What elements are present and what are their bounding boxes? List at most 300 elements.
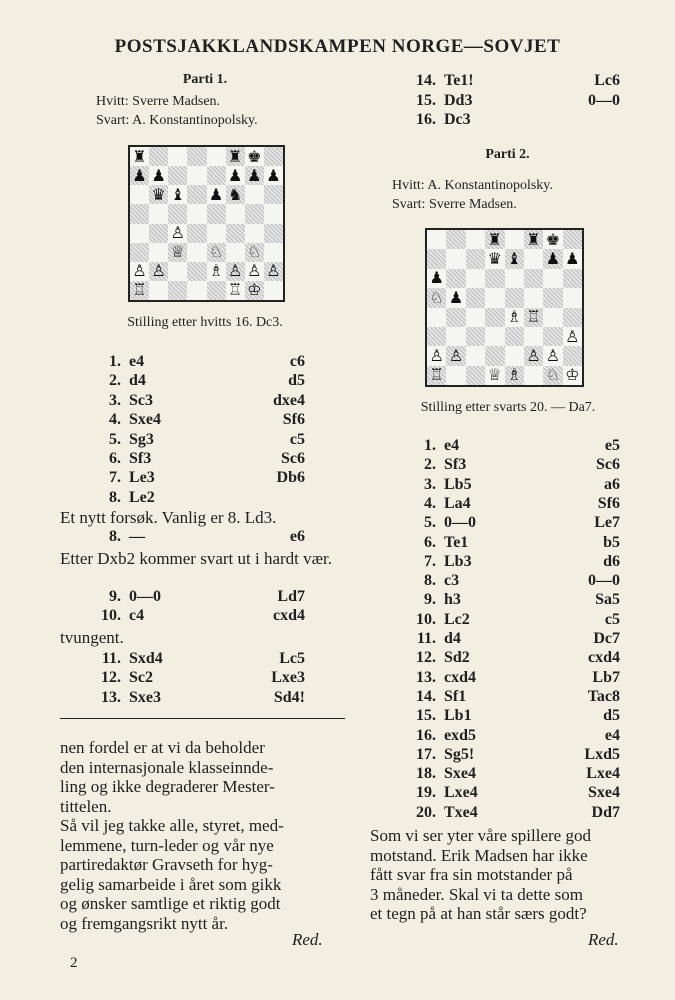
white-move: Sf1 — [444, 687, 467, 705]
black-move: e6 — [289, 528, 305, 545]
white-pawn-icon: ♙ — [226, 262, 245, 281]
move-number: 12. — [101, 669, 121, 687]
black-move: c5 — [604, 610, 620, 628]
text-line: og fremgangsrikt nytt år. — [60, 913, 229, 933]
white-knight-icon: ♘ — [245, 243, 264, 262]
move-number: 8. — [109, 488, 121, 506]
white-move: Lc2 — [444, 610, 470, 628]
board-square — [130, 243, 149, 262]
text-line: lemmene, turn-leder og vår nye — [60, 835, 274, 855]
board-square — [130, 224, 149, 243]
text-line: den internasjonale klasseinnde- — [60, 757, 274, 777]
board-square — [264, 281, 283, 300]
move-number: 5. — [109, 430, 121, 448]
move-row — [400, 611, 620, 631]
white-rook-icon: ♖ — [226, 281, 245, 300]
move-number: 4. — [424, 494, 436, 512]
white-move: c3 — [444, 572, 460, 590]
board-square — [130, 185, 149, 204]
black-move: Sa5 — [595, 591, 620, 609]
white-knight-icon: ♘ — [543, 366, 562, 385]
move-number: 1. — [109, 353, 121, 370]
board-square — [168, 262, 187, 281]
board-square — [466, 346, 485, 365]
move-row — [400, 630, 620, 650]
white-rook-icon: ♖ — [427, 366, 446, 385]
white-rook-icon: ♖ — [524, 308, 543, 327]
white-move: exd5 — [444, 726, 476, 744]
move-row — [85, 372, 305, 392]
board-square — [187, 281, 206, 300]
move-row — [400, 476, 620, 496]
game1-heading — [60, 72, 350, 128]
board-square — [207, 166, 226, 185]
move-row — [85, 469, 305, 489]
board-square — [149, 281, 168, 300]
white-move: Sc3 — [129, 391, 153, 409]
white-rook-icon: ♖ — [130, 281, 149, 300]
move-number: 11. — [101, 650, 121, 667]
white-move: La4 — [444, 494, 471, 512]
board-square — [245, 204, 264, 223]
board-square — [524, 327, 543, 346]
board-square — [187, 204, 206, 223]
move-row — [400, 649, 620, 669]
move-row — [85, 431, 305, 451]
white-move: c4 — [129, 607, 145, 625]
black-move: dxe4 — [273, 391, 305, 409]
black-move: a6 — [604, 475, 620, 493]
white-knight-icon: ♘ — [207, 243, 226, 262]
white-king-icon: ♔ — [563, 366, 582, 385]
board-square — [505, 269, 524, 288]
black-rook-icon: ♜ — [226, 147, 245, 166]
board-square — [149, 147, 168, 166]
white-move: Sg5! — [444, 745, 475, 763]
black-king-icon: ♚ — [543, 230, 562, 249]
game2-white-player: Hvitt: A. Konstantinopolsky. — [392, 178, 553, 193]
white-move: Sxe3 — [129, 688, 161, 706]
move-row — [85, 392, 305, 412]
move-number: 19. — [416, 784, 436, 802]
white-pawn-icon: ♙ — [524, 346, 543, 365]
black-move: b5 — [603, 533, 620, 551]
move-row — [400, 514, 620, 534]
move-number: 15. — [416, 707, 436, 725]
move-row — [85, 689, 305, 709]
white-move: Txe4 — [444, 803, 478, 821]
board-square — [187, 243, 206, 262]
board-square — [264, 243, 283, 262]
board-square — [543, 327, 562, 346]
white-move: e4 — [129, 353, 145, 370]
move-row — [400, 688, 620, 708]
board-square — [264, 147, 283, 166]
move-row — [400, 437, 620, 457]
board-square — [168, 166, 187, 185]
move-number: 6. — [424, 533, 436, 551]
white-pawn-icon: ♙ — [130, 262, 149, 281]
board-square — [226, 204, 245, 223]
board-square — [485, 308, 504, 327]
board-square — [524, 288, 543, 307]
white-move: Sc2 — [129, 669, 153, 687]
move-number: 14. — [416, 72, 436, 89]
board-square — [466, 366, 485, 385]
white-move: Lb1 — [444, 707, 472, 725]
board-square — [187, 166, 206, 185]
white-pawn-icon: ♙ — [149, 262, 168, 281]
move-row — [85, 650, 305, 670]
board-square — [524, 249, 543, 268]
move-row — [400, 804, 620, 824]
move-number: 7. — [109, 469, 121, 487]
white-move: Sxe4 — [129, 411, 161, 429]
move-number: 8. — [109, 528, 121, 545]
text-line: motstand. Erik Madsen har ikke — [370, 845, 588, 865]
board-square — [505, 288, 524, 307]
left-closing-text — [60, 738, 348, 933]
black-pawn-icon: ♟ — [543, 249, 562, 268]
move-number: 14. — [416, 687, 436, 705]
white-move: Sf3 — [444, 456, 467, 474]
board-square — [563, 288, 582, 307]
board-square — [446, 230, 465, 249]
text-line: Så vil jeg takke alle, styret, med- — [60, 816, 284, 835]
black-move: Sc6 — [596, 456, 620, 474]
white-pawn-icon: ♙ — [446, 346, 465, 365]
board-square — [226, 224, 245, 243]
black-pawn-icon: ♟ — [207, 185, 226, 204]
white-move: Sd2 — [444, 649, 470, 667]
black-move: e5 — [604, 437, 620, 454]
white-move: Te1 — [444, 533, 469, 551]
move-number: 10. — [416, 610, 436, 628]
board-square — [466, 249, 485, 268]
page-number: 2 — [70, 955, 78, 971]
white-bishop-icon: ♗ — [505, 366, 524, 385]
game2-chessboard — [425, 228, 584, 387]
game1-black-player: Svart: A. Konstantinopolsky. — [96, 113, 258, 128]
white-move: 0—0 — [444, 514, 476, 532]
move-number: 5. — [424, 514, 436, 532]
board-square — [543, 308, 562, 327]
black-queen-icon: ♛ — [485, 249, 504, 268]
black-pawn-icon: ♟ — [149, 166, 168, 185]
black-rook-icon: ♜ — [130, 147, 149, 166]
move-number: 13. — [416, 668, 436, 686]
move-number: 10. — [101, 607, 121, 625]
text-line: 3 måneder. Skal vi ta dette som — [370, 884, 583, 904]
white-move: Te1! — [444, 72, 474, 89]
white-move: Dd3 — [444, 91, 473, 109]
black-pawn-icon: ♟ — [264, 166, 283, 185]
right-closing-text — [370, 826, 650, 924]
black-move: Dc7 — [593, 630, 620, 647]
board-square — [264, 224, 283, 243]
white-pawn-icon: ♙ — [427, 346, 446, 365]
text-line: ling og ikke degraderer Mester- — [60, 777, 275, 796]
move-number: 2. — [424, 456, 436, 474]
black-pawn-icon: ♟ — [130, 166, 149, 185]
white-pawn-icon: ♙ — [563, 327, 582, 346]
white-queen-icon: ♕ — [168, 243, 187, 262]
game2-header: Parti 2. — [485, 147, 530, 162]
board-square — [187, 147, 206, 166]
page-title: POSTSJAKKLANDSKAMPEN NORGE—SOVJET — [114, 36, 561, 57]
board-square — [207, 204, 226, 223]
board-square — [485, 346, 504, 365]
board-square — [168, 281, 187, 300]
board-square — [466, 269, 485, 288]
black-move: Db6 — [276, 469, 305, 487]
move-number: 4. — [109, 411, 121, 429]
move-row — [400, 707, 620, 727]
text-line: partiredaktør Gravseth for hyg- — [60, 855, 273, 874]
black-pawn-icon: ♟ — [245, 166, 264, 185]
section-divider — [60, 718, 345, 719]
move-number: 3. — [109, 391, 121, 409]
black-move: 0—0 — [588, 91, 620, 109]
black-move: Sc6 — [281, 450, 305, 467]
black-move: Sxe4 — [588, 784, 620, 802]
move-row — [400, 553, 620, 573]
white-move: 0—0 — [129, 588, 161, 605]
move-row — [85, 528, 305, 548]
move-row — [400, 591, 620, 611]
move-row — [400, 92, 620, 112]
board-square — [427, 327, 446, 346]
board-square — [446, 366, 465, 385]
white-pawn-icon: ♙ — [543, 346, 562, 365]
black-rook-icon: ♜ — [485, 230, 504, 249]
board-square — [466, 308, 485, 327]
move-row — [400, 572, 620, 592]
game1-note-2: Etter Dxb2 kommer svart ut i hardt vær. — [60, 549, 332, 568]
board-square — [563, 346, 582, 365]
move-number: 8. — [424, 572, 436, 590]
board-square — [187, 224, 206, 243]
move-number: 7. — [424, 552, 436, 570]
move-number: 16. — [416, 726, 436, 744]
move-row — [400, 495, 620, 515]
board-square — [466, 327, 485, 346]
board-square — [524, 269, 543, 288]
board-square — [466, 288, 485, 307]
black-move: d5 — [288, 372, 305, 390]
white-move: Lb3 — [444, 552, 472, 570]
board-square — [446, 269, 465, 288]
white-move: Sxd4 — [129, 650, 163, 667]
white-bishop-icon: ♗ — [207, 262, 226, 281]
black-rook-icon: ♜ — [524, 230, 543, 249]
white-move: cxd4 — [444, 668, 476, 686]
black-king-icon: ♚ — [245, 147, 264, 166]
black-move: 0—0 — [588, 572, 620, 590]
black-move: Lxd5 — [584, 745, 620, 763]
black-bishop-icon: ♝ — [168, 185, 187, 204]
white-move: — — [129, 528, 145, 545]
game1-note-1: Et nytt forsøk. Vanlig er 8. Ld3. — [60, 508, 277, 527]
board-square — [207, 147, 226, 166]
black-move: c6 — [289, 353, 305, 370]
board-square — [149, 204, 168, 223]
board-square — [446, 327, 465, 346]
white-bishop-icon: ♗ — [505, 308, 524, 327]
white-pawn-icon: ♙ — [264, 262, 283, 281]
board-square — [563, 269, 582, 288]
black-move: Tac8 — [587, 687, 620, 705]
move-row — [400, 111, 620, 131]
move-row — [85, 411, 305, 431]
text-line: et tegn på at han står særs godt? — [370, 904, 587, 923]
move-number: 6. — [109, 450, 121, 467]
board-square — [168, 147, 187, 166]
white-move: e4 — [444, 437, 460, 454]
move-row — [400, 727, 620, 747]
board-square — [485, 327, 504, 346]
black-pawn-icon: ♟ — [427, 269, 446, 288]
move-row — [400, 765, 620, 785]
board-square — [130, 204, 149, 223]
black-move: Sd4! — [273, 688, 305, 706]
move-row — [85, 588, 305, 608]
black-move: d6 — [603, 552, 620, 570]
board-square — [505, 230, 524, 249]
black-move: cxd4 — [273, 607, 305, 625]
white-move: d4 — [129, 372, 146, 390]
board-square — [187, 185, 206, 204]
board-square — [207, 281, 226, 300]
white-move: Le3 — [129, 469, 155, 487]
move-row — [400, 72, 620, 92]
text-line: fått svar fra sin motstander på — [370, 865, 573, 884]
move-number: 1. — [424, 437, 436, 454]
black-move: Sf6 — [282, 411, 305, 429]
board-square — [505, 346, 524, 365]
white-pawn-icon: ♙ — [168, 224, 187, 243]
white-move: Lxe4 — [444, 784, 478, 802]
black-move: c5 — [289, 430, 305, 448]
game2-black-player: Svart: Sverre Madsen. — [392, 197, 517, 212]
board-square — [264, 204, 283, 223]
text-line: og ønsker samtlige et riktig godt — [60, 894, 281, 913]
black-move: d5 — [603, 707, 620, 725]
board-square — [446, 249, 465, 268]
move-number: 20. — [416, 803, 436, 821]
black-move: Lc5 — [279, 650, 305, 667]
white-knight-icon: ♘ — [427, 288, 446, 307]
move-number: 2. — [109, 372, 121, 390]
game2-caption: Stilling etter svarts 20. — Da7. — [420, 400, 596, 415]
black-pawn-icon: ♟ — [446, 288, 465, 307]
move-number: 16. — [416, 111, 436, 128]
board-square — [543, 269, 562, 288]
move-row — [400, 669, 620, 689]
black-move: Dd7 — [591, 803, 620, 821]
black-move: Ld7 — [277, 588, 305, 605]
black-move: Lxe4 — [586, 765, 620, 783]
black-move: Lb7 — [592, 668, 620, 686]
move-row — [85, 353, 305, 373]
board-square — [245, 185, 264, 204]
white-king-icon: ♔ — [245, 281, 264, 300]
board-square — [149, 243, 168, 262]
left-signature: Red. — [292, 930, 323, 949]
board-square — [485, 288, 504, 307]
board-square — [524, 366, 543, 385]
game1-chessboard — [128, 145, 285, 302]
white-move: h3 — [444, 591, 461, 609]
move-row — [400, 746, 620, 766]
black-pawn-icon: ♟ — [226, 166, 245, 185]
move-row — [400, 534, 620, 554]
black-move: Sf6 — [597, 494, 620, 512]
board-square — [563, 308, 582, 327]
game1-header: Parti 1. — [182, 72, 228, 87]
move-number: 13. — [101, 688, 121, 706]
white-move: d4 — [444, 630, 461, 647]
text-line: gelig samarbeide i året som gikk — [60, 874, 282, 894]
game1-caption: Stilling etter hvitts 16. Dc3. — [127, 315, 283, 330]
black-pawn-icon: ♟ — [563, 249, 582, 268]
board-square — [446, 308, 465, 327]
white-move: Sg3 — [129, 430, 154, 448]
move-number: 11. — [416, 630, 436, 647]
board-square — [207, 224, 226, 243]
white-move: Lb5 — [444, 475, 472, 493]
board-square — [427, 230, 446, 249]
move-row — [85, 607, 305, 627]
move-number: 17. — [416, 745, 436, 763]
board-square — [563, 230, 582, 249]
black-move: Lc6 — [594, 72, 620, 89]
move-number: 9. — [424, 591, 436, 609]
board-square — [226, 243, 245, 262]
white-move: Sf3 — [129, 450, 152, 467]
move-number: 9. — [109, 588, 121, 605]
right-signature: Red. — [588, 930, 619, 949]
black-bishop-icon: ♝ — [505, 249, 524, 268]
board-square — [168, 204, 187, 223]
move-number: 15. — [416, 91, 436, 109]
text-line: nen fordel er at vi da beholder — [60, 738, 265, 757]
black-queen-icon: ♛ — [149, 185, 168, 204]
board-square — [466, 230, 485, 249]
game1-white-player: Hvitt: Sverre Madsen. — [96, 94, 221, 109]
board-square — [543, 288, 562, 307]
board-square — [245, 224, 264, 243]
move-row — [85, 489, 305, 509]
move-number: 12. — [416, 649, 436, 667]
move-row — [85, 450, 305, 470]
black-move: cxd4 — [588, 649, 620, 667]
black-move: Le7 — [594, 514, 620, 532]
board-square — [427, 308, 446, 327]
game1-note-3: tvungent. — [60, 628, 124, 647]
move-number: 18. — [416, 765, 436, 783]
white-queen-icon: ♕ — [485, 366, 504, 385]
black-move: e4 — [604, 726, 620, 744]
move-number: 3. — [424, 475, 436, 493]
white-pawn-icon: ♙ — [245, 262, 264, 281]
board-square — [505, 327, 524, 346]
board-square — [187, 262, 206, 281]
move-row — [85, 669, 305, 689]
board-square — [264, 185, 283, 204]
board-square — [149, 224, 168, 243]
text-line: tittelen. — [60, 796, 112, 816]
